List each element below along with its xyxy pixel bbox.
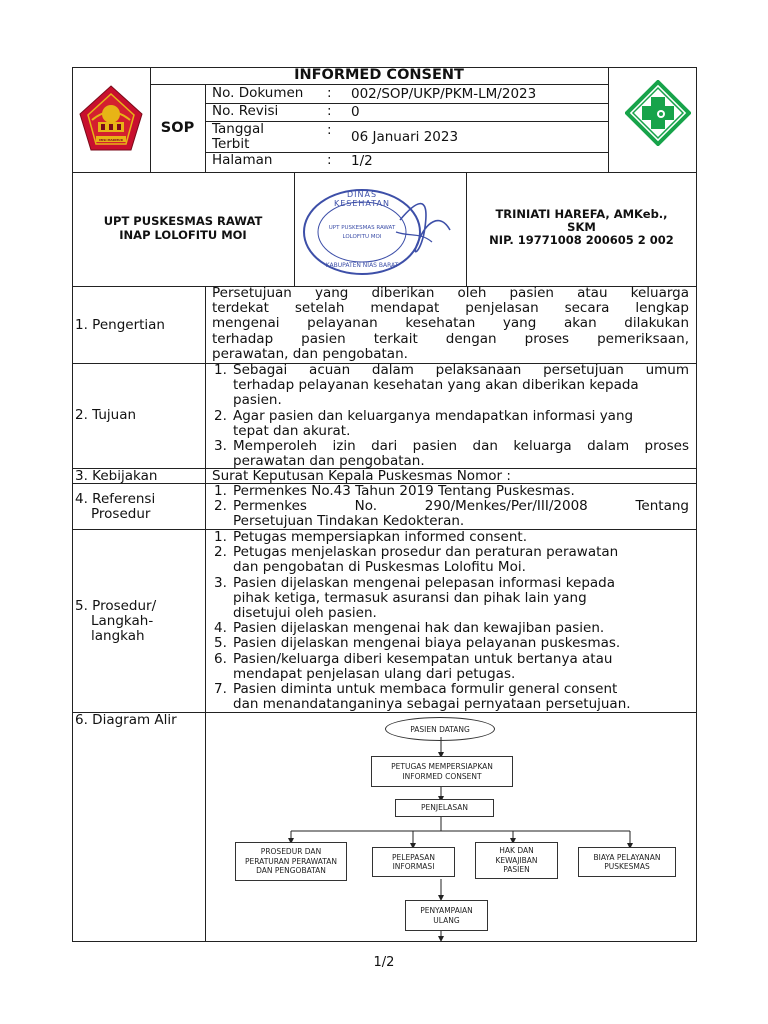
- item-number: 2.: [214, 544, 227, 561]
- list-item: [214, 363, 689, 409]
- item-line: Pasien dijelaskan mengenai biaya pelayanan puskesmas.: [233, 635, 621, 652]
- flow-step-explain: [395, 799, 494, 817]
- pengertian-line: perawatan, dan pengobatan.: [212, 345, 408, 362]
- item-line: Pasien/keluarga diberi kesempatan untuk bertanya atau: [233, 650, 613, 667]
- stamp-center-line2: LOLOFITU MOI: [342, 234, 382, 240]
- item-line: pasien.: [233, 392, 282, 409]
- item-number: 1.: [214, 362, 227, 378]
- flow-step-explain-label: PENJELASAN: [421, 803, 468, 813]
- flow-step-repeat-line2: ULANG: [433, 915, 460, 925]
- flow-branch-rights-line2: KEWAJIBAN: [495, 855, 538, 865]
- flow-step-prepare-line2: INFORMED CONSENT: [402, 771, 482, 781]
- signer-name: TRINIATI HAREFA, AMKeb.,: [495, 207, 668, 221]
- flow-branch-procedure-line3: DAN PENGOBATAN: [256, 866, 326, 876]
- tujuan-list: [214, 363, 689, 469]
- flow-start-label: PASIEN DATANG: [410, 724, 470, 734]
- kebijakan-label: 3. Kebijakan: [75, 468, 158, 484]
- item-line: Permenkes No. 290/Menkes/Per/III/2008 Tentang: [233, 498, 689, 515]
- page-label: Halaman: [212, 152, 273, 168]
- item-line: dan pengobatan di Puskesmas Lolofitu Moi.: [233, 559, 526, 576]
- item-number: 1.: [214, 483, 227, 499]
- flow-start: [385, 717, 495, 741]
- issue-date-label: Tanggal Terbit: [212, 121, 265, 152]
- pengertian-label: 1. Pengertian: [75, 317, 165, 333]
- referensi-list: [214, 484, 689, 530]
- regency-logo: [76, 84, 146, 154]
- flow-branch-rights: [475, 842, 558, 879]
- referensi-label-line2: Prosedur: [91, 506, 151, 523]
- flow-branch-release: [372, 847, 455, 877]
- item-number: 2.: [214, 407, 227, 424]
- signer-title: SKM: [567, 220, 596, 234]
- pengertian-text: [212, 286, 689, 362]
- sop-label: SOP: [160, 120, 195, 136]
- doc-number-label: No. Dokumen: [212, 85, 304, 101]
- flow-branch-release-line2: INFORMASI: [392, 862, 435, 871]
- flow-step-prepare-line1: PETUGAS MEMPERSIAPKAN: [391, 762, 493, 771]
- prosedur-label-line2: Langkah-: [91, 613, 154, 630]
- issue-date-colon: :: [327, 122, 332, 138]
- pengertian-line: Persetujuan yang diberikan oleh pasien atau keluarga: [212, 285, 689, 301]
- stamp-top-text: DINAS KESEHATAN: [333, 190, 391, 208]
- flow-branch-procedure-line2: PERATURAN PERAWATAN: [244, 856, 337, 866]
- org-name-line1: UPT PUSKESMAS RAWAT: [103, 214, 263, 228]
- org-name: [72, 214, 294, 242]
- list-item: [214, 621, 689, 636]
- pengertian-line: mengenai pelayanan kesehatan yang akan dilakukan: [212, 315, 689, 332]
- item-line: Agar pasien dan keluarganya mendapatkan informasi yang: [233, 407, 634, 424]
- item-line: pihak ketiga, termasuk asuransi dan pihak lain yang: [233, 589, 587, 606]
- list-item: [214, 652, 689, 682]
- flow-branch-procedure-line1: PROSEDUR DAN: [260, 847, 322, 857]
- prosedur-label-line3: langkah: [91, 628, 145, 645]
- list-item: [214, 545, 689, 575]
- prosedur-list: [214, 530, 689, 712]
- diagram-label: 6. Diagram Alir: [75, 712, 177, 728]
- flow-branch-cost: [578, 847, 676, 877]
- item-number: 5.: [214, 635, 227, 652]
- doc-number-colon: :: [327, 85, 332, 101]
- prosedur-label: [75, 599, 156, 645]
- item-number: 2.: [214, 498, 227, 515]
- item-number: 7.: [214, 681, 227, 698]
- pengertian-line: terdekat setelah mendapat penjelasan secara lengkap: [212, 300, 689, 317]
- regency-logo-motto: MISI MAKMUR: [99, 138, 123, 142]
- item-number: 6.: [214, 650, 227, 667]
- page-value: 1/2: [351, 153, 373, 169]
- revision-value: 0: [351, 104, 360, 120]
- item-number: 1.: [214, 529, 227, 545]
- kebijakan-text: Surat Keputusan Kepala Puskesmas Nomor :: [212, 468, 511, 484]
- flow-branch-rights-line3: PASIEN: [503, 865, 530, 875]
- org-name-line2: INAP LOLOFITU MOI: [119, 228, 247, 242]
- flow-branch-rights-line1: HAK DAN: [499, 846, 534, 856]
- list-item: [214, 530, 689, 545]
- revision-label: No. Revisi: [212, 103, 279, 119]
- list-item: [214, 636, 689, 651]
- referensi-label-line1: 4. Referensi: [75, 491, 156, 507]
- item-line: Permenkes No.43 Tahun 2019 Tentang Puskesmas.: [233, 483, 575, 499]
- list-item: [214, 484, 689, 499]
- item-number: 3.: [214, 438, 227, 455]
- stamp-signature: [300, 182, 460, 278]
- item-line: terhadap pelayanan kesehatan yang akan diberikan kepada: [233, 377, 639, 394]
- doc-number-value: 002/SOP/UKP/PKM-LM/2023: [351, 86, 537, 102]
- flow-branch-procedure: [235, 842, 347, 881]
- signer-block: [467, 208, 696, 247]
- list-item: [214, 409, 689, 439]
- tujuan-label: 2. Tujuan: [75, 407, 137, 423]
- document-title: INFORMED CONSENT: [294, 67, 464, 83]
- stamp-center-line1: UPT PUSKESMAS RAWAT: [328, 225, 396, 231]
- list-item: [214, 682, 689, 712]
- revision-colon: :: [327, 103, 332, 119]
- item-line: Memperoleh izin dari pasien dan keluarga dalam proses: [233, 438, 689, 455]
- item-line: Petugas menjelaskan prosedur dan peraturan perawatan: [233, 544, 619, 561]
- item-line: mendapat penjelasan ulang dari petugas.: [233, 665, 516, 682]
- item-line: Pasien dijelaskan mengenai pelepasan informasi kepada: [233, 574, 616, 591]
- stamp-bottom-text: KABUPATEN NIAS BARAT: [325, 262, 399, 269]
- item-line: tepat dan akurat.: [233, 422, 351, 439]
- pengertian-line: terhadap pasien terkait dengan proses pemeriksaan,: [212, 330, 689, 347]
- page-colon: :: [327, 152, 332, 168]
- puskesmas-logo: [625, 80, 691, 146]
- flow-branch-cost-line2: PUSKESMAS: [604, 862, 650, 871]
- flow-step-repeat-line1: PENYAMPAIAN: [420, 906, 473, 915]
- item-line: Sebagai acuan dalam pelaksanaan persetujuan umum: [233, 362, 689, 378]
- item-line: Persetujuan Tindakan Kedokteran.: [233, 513, 465, 530]
- referensi-label: [75, 492, 155, 522]
- list-item: [214, 576, 689, 622]
- item-number: 3.: [214, 574, 227, 591]
- item-line: Pasien diminta untuk membaca formulir general consent: [233, 681, 618, 698]
- page-number: 1/2: [373, 955, 395, 970]
- flow-step-prepare: [371, 756, 513, 787]
- signer-nip: NIP. 19771008 200605 2 002: [489, 233, 674, 247]
- list-item: [214, 499, 689, 529]
- flow-branch-cost-line1: BIAYA PELAYANAN: [593, 852, 661, 862]
- flow-step-repeat: [405, 900, 488, 931]
- item-line: disetujui oleh pasien.: [233, 605, 377, 622]
- prosedur-label-line1: 5. Prosedur/: [75, 598, 157, 614]
- item-number: 4.: [214, 620, 227, 637]
- issue-date-value: 06 Januari 2023: [351, 129, 459, 145]
- item-line: dan menandatanganinya sebagai pernyataan persetujuan.: [233, 696, 631, 713]
- flow-branch-release-line1: PELEPASAN: [392, 852, 435, 862]
- item-line: Petugas mempersiapkan informed consent.: [233, 529, 528, 545]
- item-line: Pasien dijelaskan mengenai hak dan kewajiban pasien.: [233, 620, 605, 637]
- item-line: perawatan dan pengobatan.: [233, 453, 425, 470]
- list-item: [214, 439, 689, 469]
